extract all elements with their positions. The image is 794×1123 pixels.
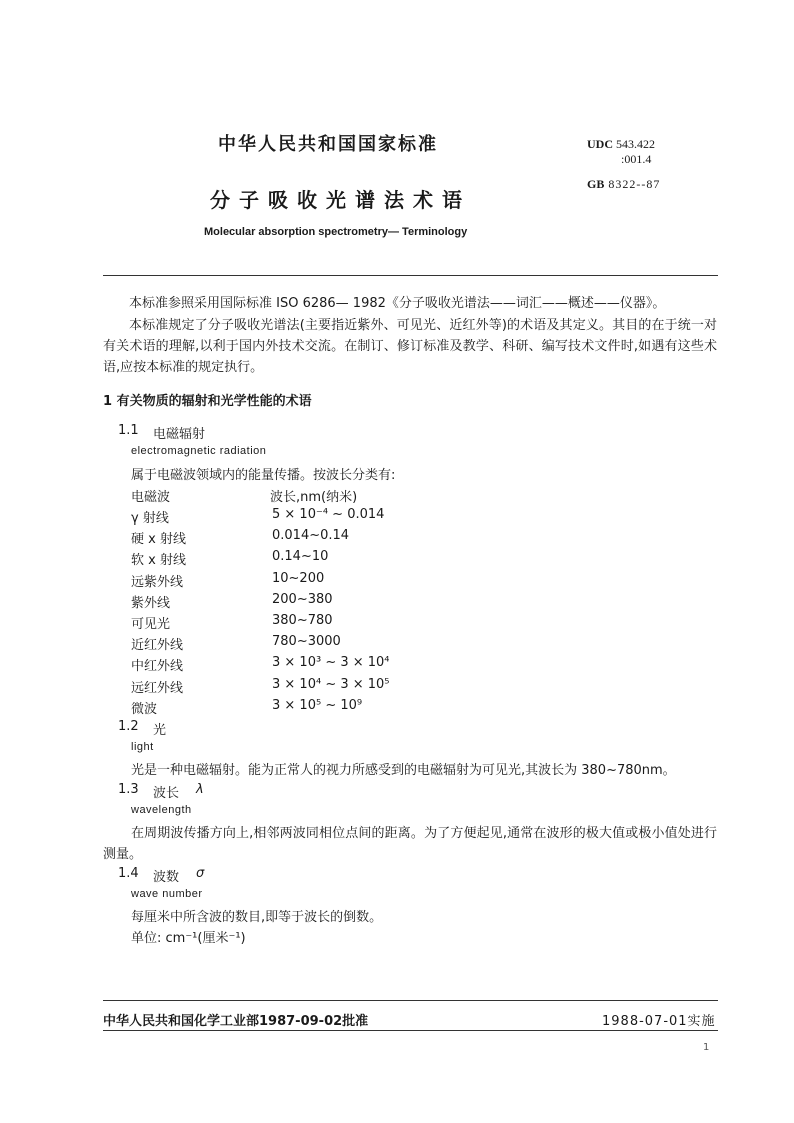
table-cell-wavelength: 0.14~10 — [272, 549, 329, 564]
footer-divider — [103, 1000, 718, 1001]
table-cell-wavelength: 780~3000 — [272, 634, 341, 649]
udc-label: UDC — [587, 137, 613, 151]
table-cell-wave: 近红外线 — [131, 638, 184, 653]
term-definition: 在周期波传播方向上,相邻两波同相位点间的距离。为了方便起见,通常在波形的极大值或极小值处进行测量。 — [103, 826, 717, 862]
table-cell-wave: 中红外线 — [131, 659, 184, 674]
table-cell-wave: 可见光 — [131, 617, 171, 632]
table-cell-wavelength: 0.014~0.14 — [272, 528, 350, 543]
term-number: 1.1 — [118, 423, 139, 438]
section-heading: 1 有关物质的辐射和光学性能的术语 — [103, 394, 312, 409]
term-english: electromagnetic radiation — [131, 445, 267, 457]
table-cell-wavelength: 3 × 10⁴ ~ 3 × 10⁵ — [272, 677, 390, 692]
table-cell-wave: 微波 — [131, 702, 158, 717]
term-number: 1.3 — [118, 782, 139, 797]
gb-label: GB — [587, 177, 605, 191]
table-cell-wavelength: 3 × 10⁵ ~ 10⁹ — [272, 698, 363, 713]
effective-date: 1988-07-01实施 — [602, 1014, 716, 1029]
term-unit: 单位: cm⁻¹(厘米⁻¹) — [131, 931, 246, 946]
table-cell-wavelength: 10~200 — [272, 571, 325, 586]
udc-code — [587, 137, 655, 167]
term-title: 波长 — [153, 786, 180, 801]
udc-line2: :001.4 — [621, 152, 652, 166]
header-divider — [103, 275, 718, 276]
term-symbol: σ — [196, 866, 205, 881]
approval-line: 中华人民共和国化学工业部1987-09-02批准 — [103, 1014, 369, 1029]
table-cell-wave: 远紫外线 — [131, 575, 184, 590]
table-cell-wavelength: 5 × 10⁻⁴ ~ 0.014 — [272, 507, 385, 522]
table-cell-wavelength: 380~780 — [272, 613, 333, 628]
term-definition: 属于电磁波领域内的能量传播。按波长分类有: — [131, 468, 396, 483]
table-cell-wave: 远红外线 — [131, 681, 184, 696]
term-definition: 每厘米中所含波的数目,即等于波长的倒数。 — [131, 910, 383, 925]
term-number: 1.4 — [118, 866, 139, 881]
term-definition: 光是一种电磁辐射。能为正常人的视力所感受到的电磁辐射为可见光,其波长为 380~780nm。 — [131, 763, 676, 778]
table-cell-wavelength: 3 × 10³ ~ 3 × 10⁴ — [272, 655, 390, 670]
term-title: 光 — [153, 723, 167, 738]
gb-number: 8322--87 — [608, 177, 661, 191]
term-symbol: λ — [196, 782, 204, 797]
intro-paragraph-2: 本标准规定了分子吸收光谱法(主要指近紫外、可见光、近红外等)的术语及其定义。其目的在于统一对有关术语的理解,以利于国内外技术交流。在制订、修订标准及教学、科研、编写技术文件时,如遇有这些术语,应按本标准的规定执行。 — [103, 318, 717, 375]
table-cell-wave: 紫外线 — [131, 596, 171, 611]
document-title: 分子吸收光谱法术语 — [210, 188, 471, 212]
term-english: light — [131, 741, 154, 753]
term-title: 波数 — [153, 870, 180, 885]
table-cell-wavelength: 200~380 — [272, 592, 333, 607]
gb-code — [587, 177, 660, 192]
table-header-wavelength: 波长,nm(纳米) — [270, 490, 358, 505]
standard-org-title: 中华人民共和国国家标准 — [218, 134, 438, 155]
table-cell-wave: 软 x 射线 — [131, 553, 186, 568]
term-title: 电磁辐射 — [153, 427, 206, 442]
footer-bottom-divider — [103, 1030, 718, 1031]
page-number: 1 — [703, 1042, 710, 1053]
table-header-wave: 电磁波 — [131, 490, 171, 505]
document-title-english: Molecular absorption spectrometry— Terminology — [204, 226, 468, 238]
term-english: wavelength — [131, 804, 192, 816]
udc-line1: 543.422 — [616, 137, 655, 151]
table-cell-wave: 硬 x 射线 — [131, 532, 186, 547]
intro-paragraph-1: 本标准参照采用国际标准 ISO 6286— 1982《分子吸收光谱法——词汇——概述——仪器》。 — [129, 296, 666, 311]
term-english: wave number — [131, 888, 203, 900]
term-number: 1.2 — [118, 719, 139, 734]
table-cell-wave: γ 射线 — [131, 511, 169, 526]
